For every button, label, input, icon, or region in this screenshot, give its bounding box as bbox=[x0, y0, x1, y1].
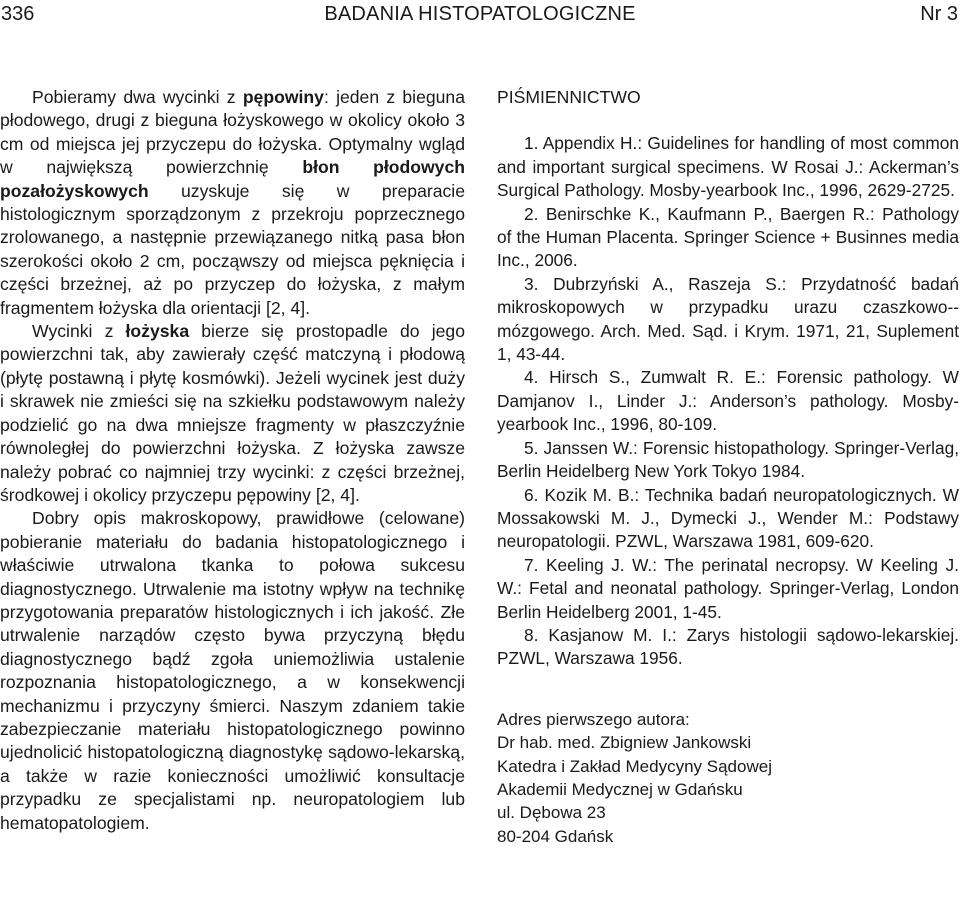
references-heading: PIŚMIENNICTWO bbox=[497, 87, 641, 107]
reference-item: 4. Hirsch S., Zumwalt R. E.: Forensic pathology. W Damjanov I., Linder J.: Anderson’s pathology. Mosby-yearbook Inc., 1996, 80-109. bbox=[497, 367, 959, 435]
text-run: Pobieramy dwa wycinki z bbox=[32, 87, 243, 107]
issue-number: Nr 3 bbox=[920, 3, 958, 25]
references-column bbox=[497, 86, 959, 848]
author-department: Katedra i Zakład Medycyny Sądowej bbox=[497, 756, 772, 776]
emphasis-term: łożyska bbox=[125, 321, 190, 342]
page-header bbox=[0, 0, 960, 30]
reference-item: 8. Kasjanow M. I.: Zarys histologii sądowo-lekarskiej. PZWL, Warszawa 1956. bbox=[497, 624, 959, 669]
page-number: 336 bbox=[1, 3, 35, 25]
reference-item: 7. Keeling J. W.: The perinatal necropsy. W Keeling J. W.: Fetal and neonatal pathology. Springer-Verlag, London Berlin Heidelberg 2001, 1-45. bbox=[497, 554, 959, 622]
paragraph-placenta bbox=[0, 320, 465, 507]
paragraph-conclusion: Dobry opis makroskopowy, prawidłowe (celowane) pobieranie materiału do badania histopatologicznego i właściwie utrwalona tkanka to połowa sukcesu diagnostycznego. Utrwalenie ma istotny wpływ na technikę przygotowania preparatów histologicznych i ich jakość. Złe utrwalenie narządów często bywa przyczyną błędu diagnostycznego bądź zgoła uniemożliwia ustalenie rozpoznania histopatologicznego, a w konsekwencji mechanizmu i przyczyny śmierci. Naszym zdaniem takie zabezpieczanie materiału histopatologicznego powinno ujednolicić histopatologiczną diagnostykę sądowo-lekarską, a także w razie konieczności umożliwić konsultacje przypadku ze specjalistami np. neuropatologiem lub hematopatologiem. bbox=[0, 508, 465, 833]
text-run: uzyskuje się w preparacie histologicznym sporządzonym z przekroju poprzecznego zrolowanego, a następnie przewiązanego nitką pasa błon szerokości około 2 cm, począwszy od miejsca pęknięcia i części brzeżnej, aż po przyczep do łożyska, z małym fragmentem łożyska dla orientacji [2, 4]. bbox=[0, 180, 465, 318]
reference-item: 1. Appendix H.: Guidelines for handling of most common and important surgical specimens. W Rosai J.: Ackerman’s Surgical Pathology. Mosby-yearbook Inc., 1996, 2629-2725. bbox=[497, 133, 959, 201]
text-run: bierze się prostopadle do jego powierzchni tak, aby zawierały część matczyną i płodową (płytę postawną i płytę kosmówki). Jeżeli wycinek jest duży i skrawek nie zmieści się na szkiełku podstawowym należy podzielić go na dwa mniejsze fragmenty w płaszczyźnie równoległej do powierzchni łożyska. Z łożyska zawsze należy pobrać co najmniej trzy wycinki: z części brzeżnej, środkowej i okolicy przyczepu pępowiny [2, 4]. bbox=[0, 321, 465, 505]
paragraph-umbilical-cord bbox=[0, 86, 465, 320]
address-label: Adres pierwszego autora: bbox=[497, 709, 690, 729]
reference-item: 6. Kozik M. B.: Technika badań neuropatologicznych. W Mossakowski M. J., Dymecki J., Wender M.: Podstawy neuropatologii. PZWL, Warszawa 1981, 609-620. bbox=[497, 484, 959, 552]
reference-item: 5. Janssen W.: Forensic histopathology. Springer-Verlag, Berlin Heidelberg New York Tokyo 1984. bbox=[497, 437, 959, 482]
author-name: Dr hab. med. Zbigniew Jankowski bbox=[497, 733, 752, 753]
text-run: Wycinki z bbox=[32, 321, 126, 342]
reference-item: 3. Dubrzyński A., Raszeja S.: Przydatność badań mikroskopowych w przypadku urazu czaszkowo--mózgowego. Arch. Med. Sąd. i Krym. 1971, 21, Suplement 1, 43-44. bbox=[497, 273, 959, 365]
emphasis-term: błon płodowych pozałożyskowych bbox=[0, 157, 466, 201]
text-run: : jeden z bieguna płodowego, drugi z bieguna łożyskowego w okolicy około 3 cm od miejsca jej przyczepu do łożyska. Optymalny wgląd w największą powierzchnię bbox=[0, 87, 466, 178]
author-city: 80-204 Gdańsk bbox=[497, 826, 614, 846]
author-institution: Akademii Medycznej w Gdańsku bbox=[497, 779, 743, 799]
author-street: ul. Dębowa 23 bbox=[497, 803, 606, 823]
author-address bbox=[497, 708, 959, 848]
body-text-column bbox=[0, 86, 465, 835]
running-title: BADANIA HISTOPATOLOGICZNE bbox=[324, 3, 636, 25]
reference-item: 2. Benirschke K., Kaufmann P., Baergen R.: Pathology of the Human Placenta. Springer Science + Businnes media Inc., 2006. bbox=[497, 203, 959, 271]
emphasis-term: pępowiny bbox=[242, 87, 324, 107]
